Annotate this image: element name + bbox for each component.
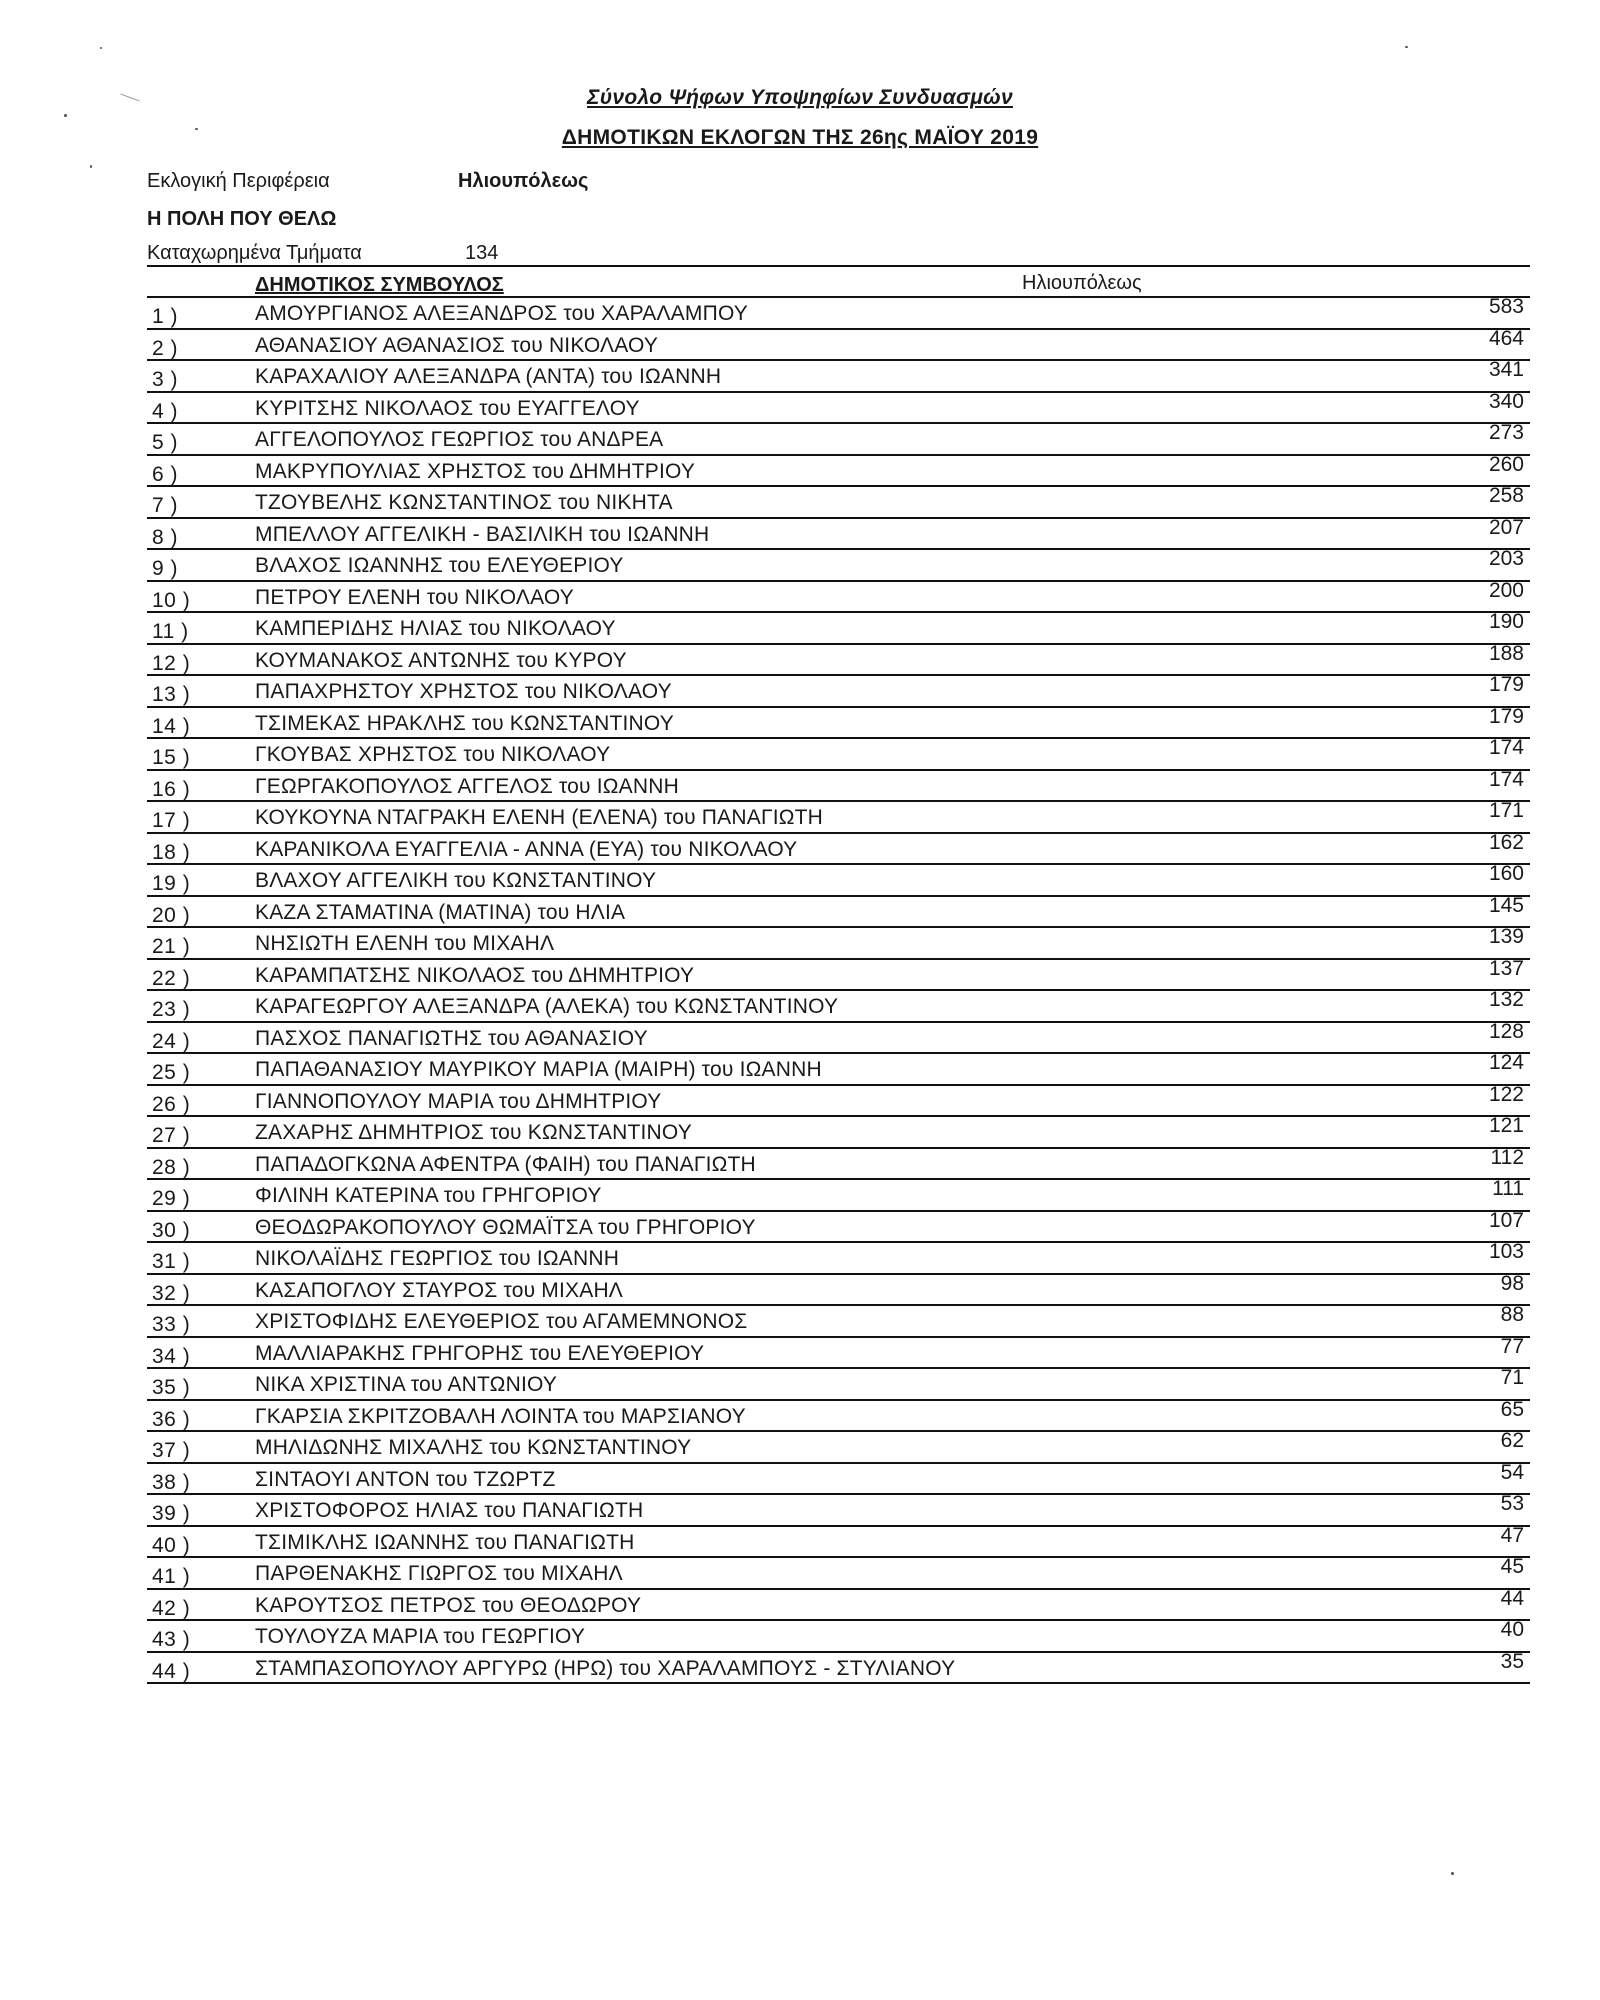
candidate-name: ΚΑΡΑΧΑΛΙΟΥ ΑΛΕΞΑΝΔΡΑ (ΑΝΤΑ) του ΙΩΑΝΝΗ	[255, 365, 722, 388]
candidate-name: ΚΑΣΑΠΟΓΛΟΥ ΣΤΑΥΡΟΣ του ΜΙΧΑΗΛ	[255, 1278, 624, 1302]
row-index: 14 )	[152, 714, 191, 738]
row-index: 27 )	[152, 1124, 191, 1147]
row-index: 30 )	[152, 1218, 191, 1242]
candidate-table	[147, 295, 1530, 1684]
table-row	[147, 893, 1530, 929]
row-index: 41 )	[152, 1565, 191, 1588]
table-row	[147, 925, 1530, 960]
row-index: 21 )	[152, 935, 191, 958]
table-row	[147, 988, 1530, 1023]
table-row	[147, 1460, 1530, 1496]
vote-count: 62	[1500, 1429, 1524, 1452]
scan-speck	[100, 47, 102, 49]
vote-count: 111	[1492, 1177, 1524, 1200]
row-index: 17 )	[152, 809, 191, 832]
table-row	[147, 1082, 1530, 1118]
table-row	[147, 1114, 1530, 1149]
candidate-name: ΚΥΡΙΤΣΗΣ ΝΙΚΟΛΑΟΣ του ΕΥΑΓΓΕΛΟΥ	[255, 396, 640, 420]
table-row	[147, 1145, 1530, 1181]
row-index: 20 )	[152, 903, 191, 927]
candidate-name: ΚΟΥΚΟΥΝΑ ΝΤΑΓΡΑΚΗ ΕΛΕΝΗ (ΕΛΕΝΑ) του ΠΑΝΑΓΙΩΤΗ	[255, 806, 824, 829]
table-row	[147, 1649, 1530, 1685]
vote-count: 188	[1488, 641, 1524, 665]
vote-count: 145	[1488, 893, 1524, 917]
candidate-name: ΦΙΛΙΝΗ ΚΑΤΕΡΙΝΑ του ΓΡΗΓΟΡΙΟΥ	[255, 1184, 602, 1207]
table-row	[147, 1240, 1530, 1275]
vote-count: 203	[1488, 547, 1524, 570]
row-index: 36 )	[152, 1407, 191, 1431]
row-index: 8 )	[152, 525, 179, 549]
candidate-name: ΜΑΚΡΥΠΟΥΛΙΑΣ ΧΡΗΣΤΟΣ του ΔΗΜΗΤΡΙΟΥ	[255, 459, 696, 483]
candidate-name: ΚΑΖΑ ΣΤΑΜΑΤΙΝΑ (ΜΑΤΙΝΑ) του ΗΛΙΑ	[255, 900, 626, 924]
vote-count: 44	[1500, 1586, 1524, 1610]
vote-count: 98	[1500, 1271, 1524, 1295]
row-index: 13 )	[152, 683, 191, 706]
table-row	[147, 421, 1530, 456]
vote-count: 103	[1488, 1240, 1524, 1263]
row-index: 2 )	[152, 336, 179, 360]
vote-count: 171	[1488, 799, 1524, 822]
row-index: 33 )	[152, 1313, 191, 1336]
table-row	[147, 673, 1530, 708]
vote-count: 124	[1488, 1051, 1524, 1074]
table-row	[147, 1618, 1530, 1653]
table-top-rule	[147, 265, 1530, 267]
row-index: 3 )	[152, 368, 179, 391]
row-index: 25 )	[152, 1061, 191, 1084]
candidate-name: ΜΑΛΛΙΑΡΑΚΗΣ ΓΡΗΓΟΡΗΣ του ΕΛΕΥΘΕΡΙΟΥ	[255, 1341, 705, 1365]
vote-count: 88	[1500, 1303, 1524, 1326]
row-index: 39 )	[152, 1502, 191, 1525]
vote-count: 65	[1500, 1397, 1524, 1421]
candidate-name: ΤΣΙΜΙΚΛΗΣ ΙΩΑΝΝΗΣ του ΠΑΝΑΓΙΩΤΗ	[255, 1530, 635, 1554]
region-label: Εκλογική Περιφέρεια	[147, 170, 330, 192]
table-row	[147, 326, 1530, 362]
candidate-name: ΓΙΑΝΝΟΠΟΥΛΟΥ ΜΑΡΙΑ του ΔΗΜΗΤΡΙΟΥ	[255, 1089, 662, 1113]
vote-count: 583	[1488, 295, 1524, 318]
vote-count: 260	[1488, 452, 1524, 476]
table-row	[147, 1397, 1530, 1433]
row-index: 29 )	[152, 1187, 191, 1210]
row-index: 18 )	[152, 840, 191, 864]
candidate-name: ΤΟΥΛΟΥΖΑ ΜΑΡΙΑ του ΓΕΩΡΓΙΟΥ	[255, 1625, 586, 1648]
vote-count: 122	[1488, 1082, 1524, 1106]
table-row	[147, 452, 1530, 488]
vote-count: 112	[1490, 1145, 1524, 1169]
candidate-name: ΖΑΧΑΡΗΣ ΔΗΜΗΤΡΙΟΣ του ΚΩΝΣΤΑΝΤΙΝΟΥ	[255, 1121, 692, 1144]
vote-count: 71	[1500, 1366, 1524, 1389]
table-row	[147, 1208, 1530, 1244]
vote-count: 160	[1488, 862, 1524, 885]
vote-count: 207	[1488, 515, 1524, 539]
candidate-name: ΚΑΡΑΓΕΩΡΓΟΥ ΑΛΕΞΑΝΔΡΑ (ΑΛΕΚΑ) του ΚΩΝΣΤΑΝΤΙΝΟΥ	[255, 995, 839, 1018]
table-row	[147, 704, 1530, 740]
candidate-name: ΝΙΚΑ ΧΡΙΣΤΙΝΑ του ΑΝΤΩΝΙΟΥ	[255, 1373, 558, 1396]
vote-count: 464	[1488, 326, 1524, 350]
vote-count: 77	[1500, 1334, 1524, 1358]
row-index: 1 )	[152, 305, 179, 328]
candidate-name: ΧΡΙΣΤΟΦΙΔΗΣ ΕΛΕΥΘΕΡΙΟΣ του ΑΓΑΜΕΜΝΟΝΟΣ	[255, 1310, 748, 1333]
vote-count: 40	[1500, 1618, 1524, 1641]
row-index: 7 )	[152, 494, 179, 517]
candidate-name: ΜΗΛΙΔΩΝΗΣ ΜΙΧΑΛΗΣ του ΚΩΝΣΤΑΝΤΙΝΟΥ	[255, 1436, 692, 1459]
row-index: 16 )	[152, 777, 191, 801]
table-row	[147, 578, 1530, 614]
vote-count: 137	[1488, 956, 1524, 980]
row-index: 12 )	[152, 651, 191, 675]
table-row	[147, 1555, 1530, 1590]
vote-count: 35	[1500, 1649, 1524, 1673]
candidate-name: ΓΚΟΥΒΑΣ ΧΡΗΣΤΟΣ του ΝΙΚΟΛΑΟΥ	[255, 743, 611, 766]
row-index: 34 )	[152, 1344, 191, 1368]
table-row	[147, 610, 1530, 645]
vote-count: 45	[1500, 1555, 1524, 1578]
candidate-name: ΣΤΑΜΠΑΣΟΠΟΥΛΟΥ ΑΡΓΥΡΩ (ΗΡΩ) του ΧΑΡΑΛΑΜΠΟΥΣ - ΣΤΥΛΙΑΝΟΥ	[255, 1656, 956, 1680]
candidate-name: ΠΑΠΑΔΟΓΚΩΝΑ ΑΦΕΝΤΡΑ (ΦΑΙΗ) του ΠΑΝΑΓΙΩΤΗ	[255, 1152, 756, 1176]
vote-count: 190	[1488, 610, 1524, 633]
row-index: 10 )	[152, 588, 191, 612]
table-row	[147, 389, 1530, 425]
candidate-name: ΤΖΟΥΒΕΛΗΣ ΚΩΝΣΤΑΝΤΙΝΟΣ του ΝΙΚΗΤΑ	[255, 491, 673, 514]
candidate-name: ΘΕΟΔΩΡΑΚΟΠΟΥΛΟΥ ΘΩΜΑΪΤΣΑ του ΓΡΗΓΟΡΙΟΥ	[255, 1215, 756, 1239]
vote-count: 54	[1500, 1460, 1524, 1484]
row-index: 43 )	[152, 1628, 191, 1651]
scan-speck	[1451, 1872, 1454, 1875]
vote-count: 200	[1488, 578, 1524, 602]
table-row	[147, 862, 1530, 897]
row-index: 40 )	[152, 1533, 191, 1557]
candidate-name: ΒΛΑΧΟΥ ΑΓΓΕΛΙΚΗ του ΚΩΝΣΤΑΝΤΙΝΟΥ	[255, 869, 657, 892]
candidate-name: ΝΗΣΙΩΤΗ ΕΛΕΝΗ του ΜΙΧΑΗΛ	[255, 932, 555, 955]
candidate-name: ΠΑΡΘΕΝΑΚΗΣ ΓΙΩΡΓΟΣ του ΜΙΧΑΗΛ	[255, 1562, 623, 1585]
table-row	[147, 1492, 1530, 1527]
row-index: 11 )	[152, 620, 189, 643]
table-row	[147, 956, 1530, 992]
candidate-name: ΣΙΝΤΑΟΥΙ ΑΝΤΟΝ του ΤΖΩΡΤΖ	[255, 1467, 556, 1491]
candidate-name: ΠΑΣΧΟΣ ΠΑΝΑΓΙΩΤΗΣ του ΑΘΑΝΑΣΙΟΥ	[255, 1026, 648, 1050]
vote-count: 179	[1488, 704, 1524, 728]
vote-count: 121	[1488, 1114, 1524, 1137]
row-index: 22 )	[152, 966, 191, 990]
column-header-candidate: ΔΗΜΟΤΙΚΟΣ ΣΥΜΒΟΥΛΟΣ	[255, 274, 504, 296]
vote-count: 273	[1488, 421, 1524, 444]
candidate-name: ΚΟΥΜΑΝΑΚΟΣ ΑΝΤΩΝΗΣ του ΚΥΡΟΥ	[255, 648, 627, 672]
table-row	[147, 1586, 1530, 1622]
vote-count: 340	[1488, 389, 1524, 413]
table-row	[147, 799, 1530, 834]
scan-speck	[64, 114, 67, 117]
sections-value: 134	[465, 242, 499, 264]
candidate-name: ΧΡΙΣΤΟΦΟΡΟΣ ΗΛΙΑΣ του ΠΑΝΑΓΙΩΤΗ	[255, 1499, 644, 1522]
candidate-name: ΒΛΑΧΟΣ ΙΩΑΝΝΗΣ του ΕΛΕΥΘΕΡΙΟΥ	[255, 554, 624, 577]
table-row	[147, 515, 1530, 551]
document-subtitle: ΔΗΜΟΤΙΚΩΝ ΕΚΛΟΓΩΝ ΤΗΣ 26ης ΜΑΪΟΥ 2019	[561, 126, 1039, 149]
vote-count: 341	[1488, 358, 1524, 381]
row-index: 32 )	[152, 1281, 191, 1305]
candidate-name: ΑΜΟΥΡΓΙΑΝΟΣ ΑΛΕΞΑΝΔΡΟΣ του ΧΑΡΑΛΑΜΠΟΥ	[255, 302, 749, 325]
column-header-region: Ηλιουπόλεως	[1022, 272, 1142, 294]
candidate-name: ΠΕΤΡΟΥ ΕΛΕΝΗ του ΝΙΚΟΛΑΟΥ	[255, 585, 574, 609]
table-row	[147, 830, 1530, 866]
candidate-name: ΚΑΡΑΝΙΚΟΛΑ ΕΥΑΓΓΕΛΙΑ - ΑΝΝΑ (ΕΥΑ) του ΝΙΚΟΛΑΟΥ	[255, 837, 798, 861]
candidate-name: ΚΑΡΑΜΠΑΤΣΗΣ ΝΙΚΟΛΑΟΣ του ΔΗΜΗΤΡΙΟΥ	[255, 963, 695, 987]
candidate-name: ΤΣΙΜΕΚΑΣ ΗΡΑΚΛΗΣ του ΚΩΝΣΤΑΝΤΙΝΟΥ	[255, 711, 674, 735]
table-row	[147, 1303, 1530, 1338]
table-row	[147, 1523, 1530, 1559]
table-row	[147, 1334, 1530, 1370]
table-row	[147, 1177, 1530, 1212]
table-row	[147, 358, 1530, 393]
vote-count: 174	[1488, 767, 1524, 791]
table-row	[147, 1271, 1530, 1307]
candidate-name: ΑΓΓΕΛΟΠΟΥΛΟΣ ΓΕΩΡΓΙΟΣ του ΑΝΔΡΕΑ	[255, 428, 664, 451]
scan-speck	[90, 165, 92, 168]
scan-speck	[1405, 46, 1408, 48]
vote-count: 132	[1488, 988, 1524, 1011]
row-index: 24 )	[152, 1029, 191, 1053]
candidate-name: ΑΘΑΝΑΣΙΟΥ ΑΘΑΝΑΣΙΟΣ του ΝΙΚΟΛΑΟΥ	[255, 333, 659, 357]
row-index: 44 )	[152, 1659, 191, 1683]
vote-count: 139	[1488, 925, 1524, 948]
candidate-name: ΠΑΠΑΘΑΝΑΣΙΟΥ ΜΑΥΡΙΚΟΥ ΜΑΡΙΑ (ΜΑΙΡΗ) του ΙΩΑΝΝΗ	[255, 1058, 822, 1081]
row-index: 38 )	[152, 1470, 191, 1494]
table-row	[147, 295, 1530, 330]
party-name: Η ΠΟΛΗ ΠΟΥ ΘΕΛΩ	[147, 208, 337, 230]
candidate-name: ΝΙΚΟΛΑΪΔΗΣ ΓΕΩΡΓΙΟΣ του ΙΩΑΝΝΗ	[255, 1247, 620, 1270]
table-row	[147, 1366, 1530, 1401]
row-index: 15 )	[152, 746, 191, 769]
row-index: 42 )	[152, 1596, 191, 1620]
row-index: 19 )	[152, 872, 191, 895]
sections-label: Καταχωρημένα Τμήματα	[147, 242, 362, 264]
row-index: 37 )	[152, 1439, 191, 1462]
row-index: 5 )	[152, 431, 179, 454]
table-row	[147, 547, 1530, 582]
candidate-name: ΓΚΑΡΣΙΑ ΣΚΡΙΤΖΟΒΑΛΗ ΛΟΙΝΤΑ του ΜΑΡΣΙΑΝΟΥ	[255, 1404, 746, 1428]
row-index: 6 )	[152, 462, 179, 486]
vote-count: 258	[1488, 484, 1524, 507]
vote-count: 179	[1488, 673, 1524, 696]
candidate-name: ΚΑΜΠΕΡΙΔΗΣ ΗΛΙΑΣ του ΝΙΚΟΛΑΟΥ	[255, 617, 616, 640]
row-index: 23 )	[152, 998, 191, 1021]
vote-count: 53	[1500, 1492, 1524, 1515]
region-value: Ηλιουπόλεως	[458, 170, 589, 192]
candidate-name: ΜΠΕΛΛΟΥ ΑΓΓΕΛΙΚΗ - ΒΑΣΙΛΙΚΗ του ΙΩΑΝΝΗ	[255, 522, 710, 546]
vote-count: 47	[1500, 1523, 1524, 1547]
table-row	[147, 641, 1530, 677]
vote-count: 107	[1488, 1208, 1524, 1232]
document-title: Σύνολο Ψήφων Υποψηφίων Συνδυασμών	[587, 86, 1013, 109]
table-row	[147, 484, 1530, 519]
table-row	[147, 736, 1530, 771]
vote-count: 174	[1488, 736, 1524, 759]
row-index: 31 )	[152, 1250, 191, 1273]
candidate-name: ΠΑΠΑΧΡΗΣΤΟΥ ΧΡΗΣΤΟΣ του ΝΙΚΟΛΑΟΥ	[255, 680, 672, 703]
table-row	[147, 1429, 1530, 1464]
table-row	[147, 767, 1530, 803]
row-index: 4 )	[152, 399, 179, 423]
candidate-name: ΚΑΡΟΥΤΣΟΣ ΠΕΤΡΟΣ του ΘΕΟΔΩΡΟΥ	[255, 1593, 642, 1617]
candidate-name: ΓΕΩΡΓΑΚΟΠΟΥΛΟΣ ΑΓΓΕΛΟΣ του ΙΩΑΝΝΗ	[255, 774, 679, 798]
vote-count: 128	[1488, 1019, 1524, 1043]
table-row	[147, 1019, 1530, 1055]
row-index: 35 )	[152, 1376, 191, 1399]
vote-count: 162	[1488, 830, 1524, 854]
row-index: 9 )	[152, 557, 179, 580]
table-row	[147, 1051, 1530, 1086]
row-index: 28 )	[152, 1155, 191, 1179]
row-index: 26 )	[152, 1092, 191, 1116]
